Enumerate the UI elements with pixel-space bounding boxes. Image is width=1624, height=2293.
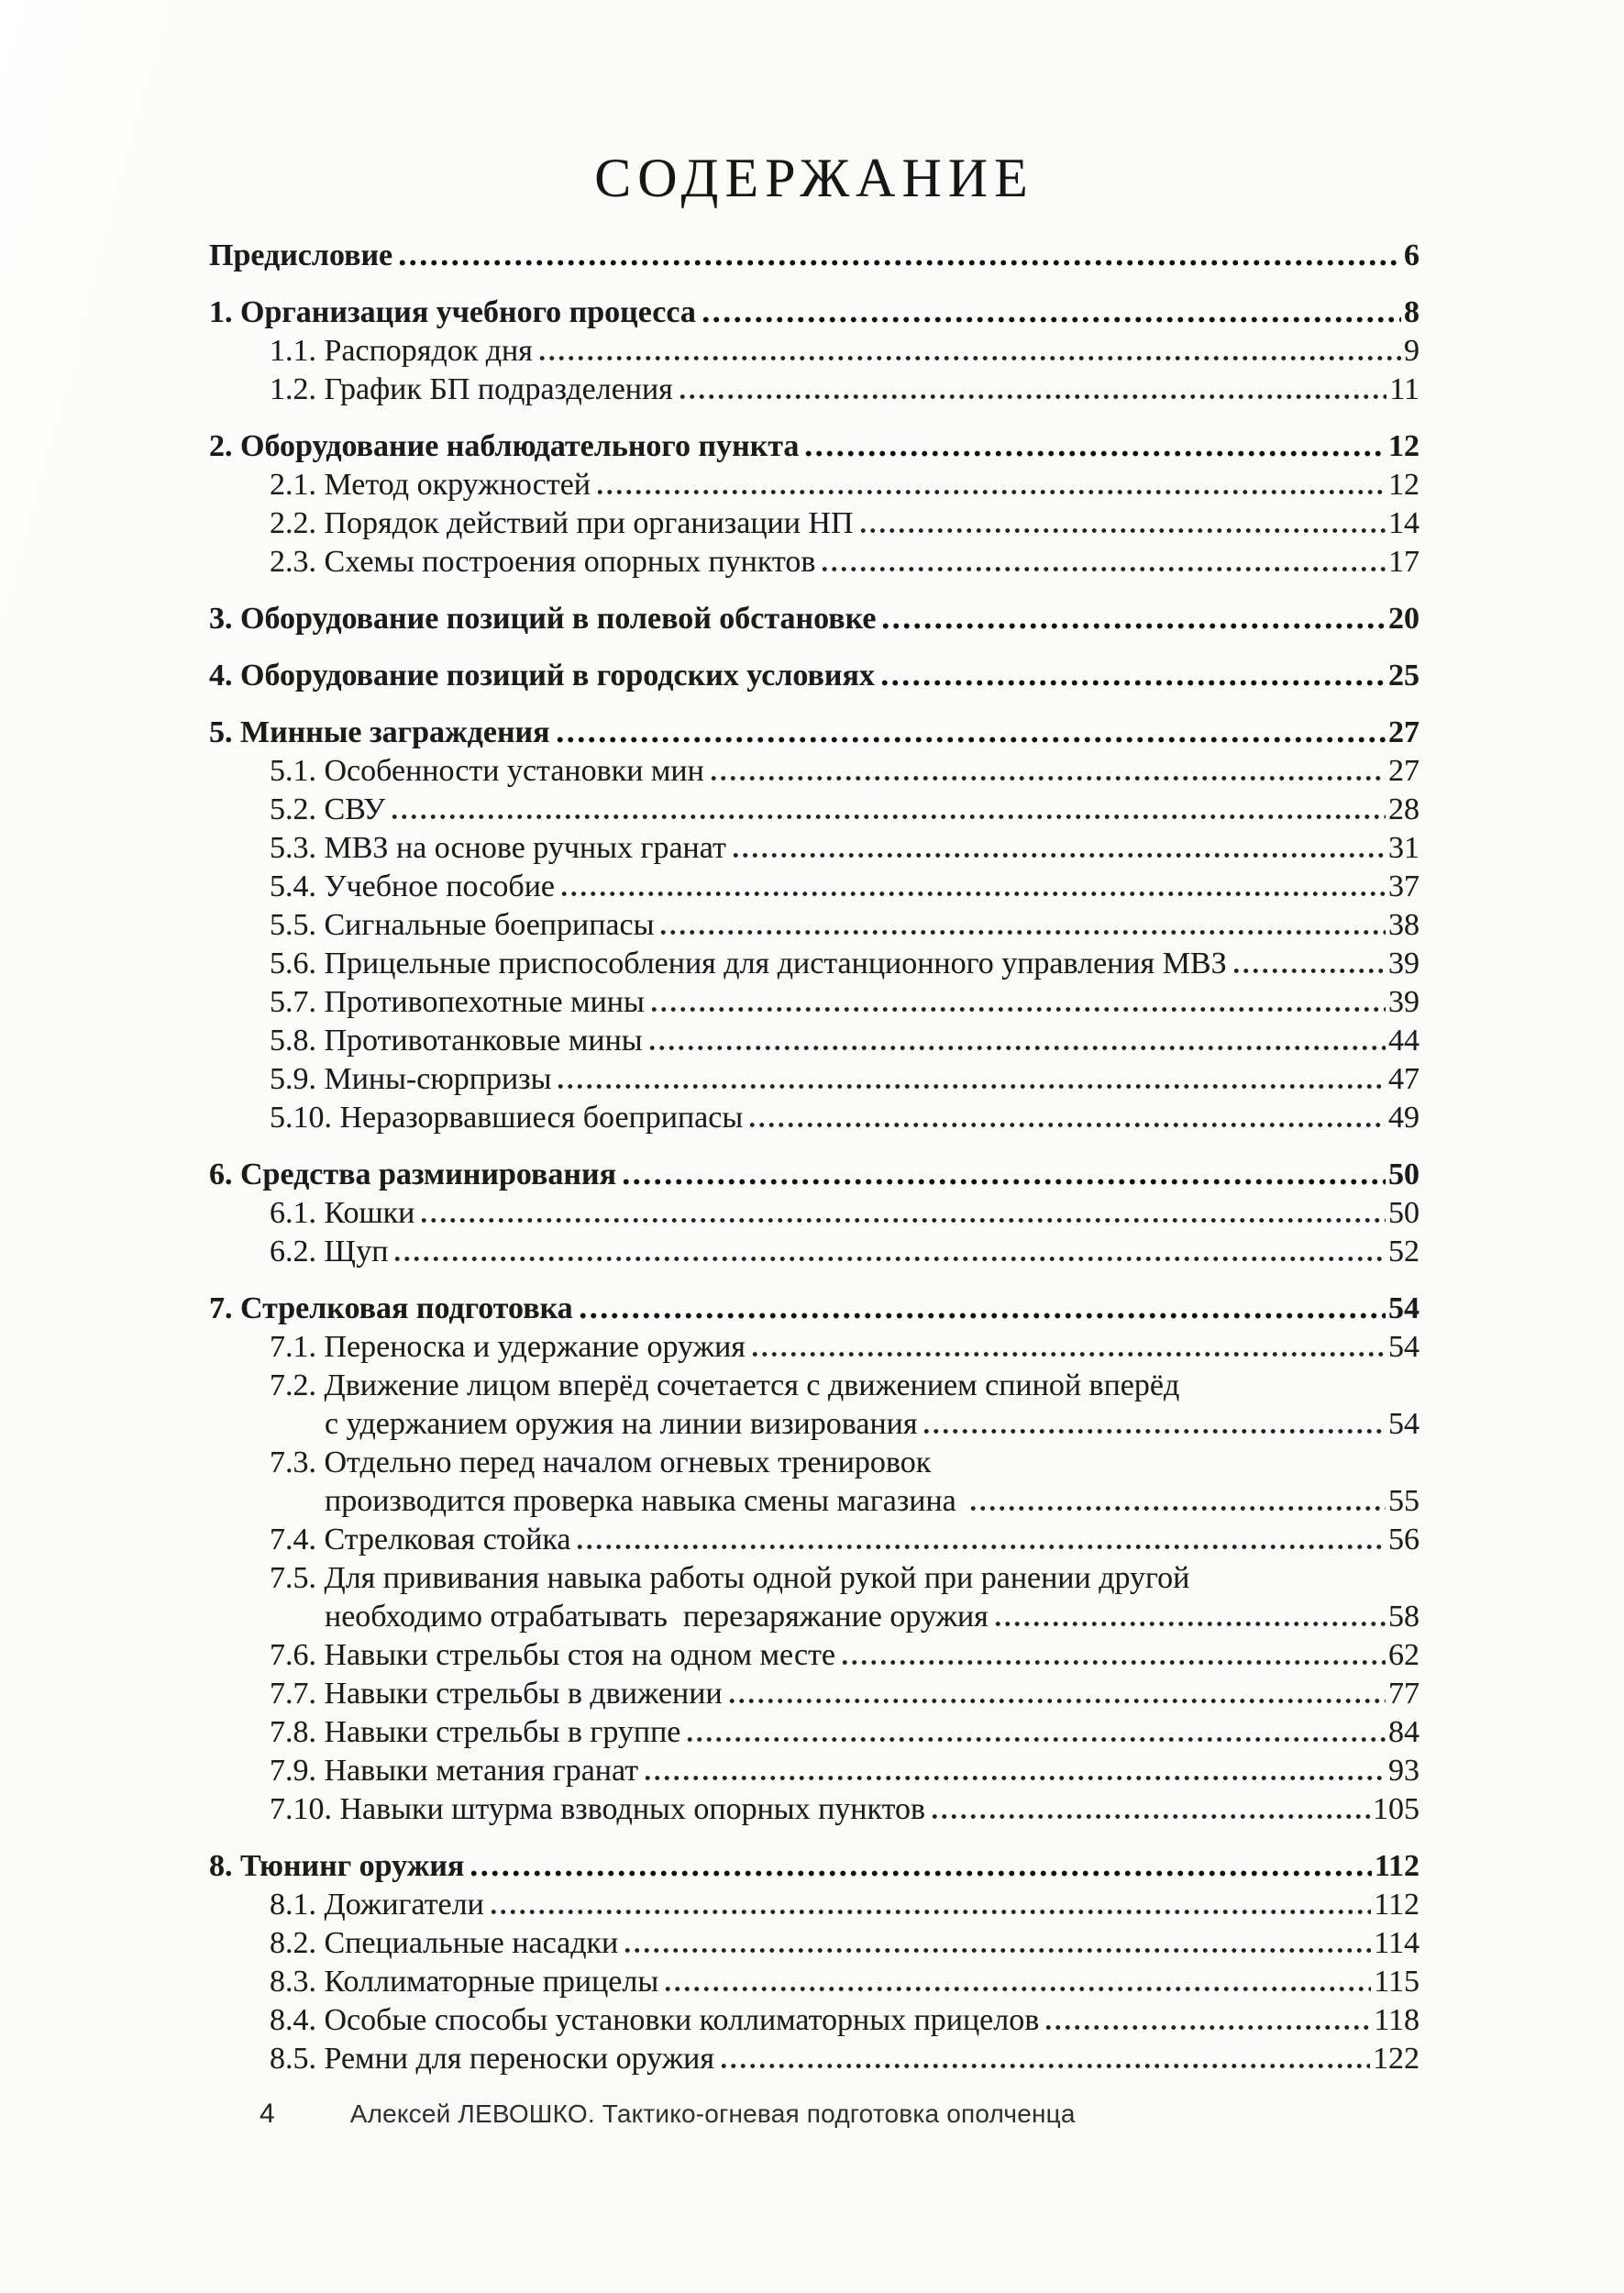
dot-leader [879,677,1386,689]
toc-page-number: 39 [1388,985,1420,1019]
toc-entry [209,657,1420,695]
toc-page-number: 52 [1388,1235,1420,1268]
dot-leader [649,1003,1386,1015]
toc-entry-label: 8.3. Коллиматорные прицелы [270,1965,659,1999]
toc-entry [209,2040,1420,2078]
dot-leader [930,1811,1370,1822]
toc-entry [209,1675,1420,1713]
toc-page-number: 118 [1374,2003,1420,2037]
dot-leader [840,1656,1386,1668]
page-title: СОДЕРЖАНИЕ [594,148,1034,208]
toc-page-number: 54 [1388,1407,1420,1441]
dot-leader [489,1906,1371,1918]
dot-leader [390,811,1386,823]
toc-entry-label: 3. Оборудование позиций в полевой обстановке [209,602,877,636]
toc-entry-label: 7.10. Навыки штурма взводных опорных пунктов [270,1792,926,1826]
toc-page-number: 38 [1388,908,1420,942]
toc-entry-label: 8.5. Ремни для переноски оружия [270,2042,715,2076]
toc-entry-label: 5.7. Противопехотные мины [270,985,645,1019]
dot-leader [643,1772,1386,1784]
toc-page-number: 93 [1388,1754,1420,1788]
toc-entry [209,1847,1420,1886]
toc-page-number: 55 [1388,1484,1420,1518]
toc-entry [209,752,1420,791]
toc-entry [209,332,1420,371]
toc-page-number: 50 [1388,1158,1420,1191]
toc-entry-label: 7.2. Движение лицом вперёд сочетается с движением спиной вперёд [270,1368,1180,1402]
dot-leader [968,1502,1386,1514]
toc-entry [209,1444,1420,1482]
toc-entry-label: 2.2. Порядок действий при организации НП [270,506,854,540]
dot-leader [623,1944,1371,1956]
toc-entry-label: 7.9. Навыки метания гранат [270,1754,639,1788]
toc-entry-label: Предисловие [209,238,393,272]
toc-entry [209,906,1420,945]
toc-page-number: 27 [1388,754,1420,788]
toc-entry [209,1598,1420,1636]
toc-entry-label: 7.4. Стрелковая стойка [270,1523,571,1556]
toc-page-number: 115 [1374,1965,1420,1999]
toc-page-number: 11 [1389,372,1420,406]
toc-entry [209,1328,1420,1367]
toc-entry-label: необходимо отрабатывать перезаряжание оружия [325,1600,989,1634]
dot-leader [469,1867,1372,1879]
toc-list [209,237,1420,2078]
toc-entry-label: 5.2. СВУ [270,792,386,826]
toc-entry-label: 2.1. Метод окружностей [270,468,591,502]
toc-page-number: 12 [1388,429,1420,463]
toc-page-number: 25 [1388,659,1420,692]
toc-entry [209,829,1420,868]
dot-leader [858,525,1386,537]
toc-entry [209,1367,1420,1405]
toc-entry-label: 8. Тюнинг оружия [209,1849,465,1883]
toc-page-number: 84 [1388,1715,1420,1749]
dot-leader [578,1310,1386,1322]
dot-leader [709,772,1386,784]
toc-page-number: 122 [1373,2042,1420,2076]
dot-leader [647,1042,1386,1054]
toc-entry [209,1790,1420,1829]
toc-entry-label: 5.8. Противотанковые мины [270,1024,643,1058]
dot-leader [750,1348,1386,1360]
dot-leader [719,2060,1370,2072]
toc-entry-label: 7.5. Для прививания навыка работы одной рукой при ранении другой [270,1561,1190,1595]
toc-entry-label: 5.9. Мины-сюрпризы [270,1062,552,1096]
toc-entry [209,1636,1420,1675]
toc-entry-label: 5.1. Особенности установки мин [270,754,704,788]
toc-page-number: 27 [1388,715,1420,749]
toc-page-number: 50 [1388,1196,1420,1230]
toc-page-number: 6 [1404,238,1420,272]
toc-page-number: 47 [1388,1062,1420,1096]
dot-leader [559,888,1386,900]
toc-entry-label: 5.5. Сигнальные боеприпасы [270,908,655,942]
toc-entry [209,294,1420,332]
toc-entry-label: 6.1. Кошки [270,1196,415,1230]
toc-entry-label: 1.1. Распорядок дня [270,334,533,368]
toc-entry [209,237,1420,275]
toc-entry-label: 5.3. МВЗ на основе ручных гранат [270,831,726,865]
toc-page-number: 9 [1404,334,1420,368]
toc-entry [209,1405,1420,1444]
toc-entry-label: 7.3. Отдельно перед началом огневых тренировок [270,1446,932,1479]
toc-page-number: 77 [1388,1677,1420,1711]
toc-entry [209,1752,1420,1790]
footer-page-number: 4 [260,2099,275,2129]
toc-entry-label: 8.4. Особые способы установки коллиматорных прицелов [270,2003,1040,2037]
toc-entry [209,868,1420,906]
toc-entry [209,466,1420,504]
toc-entry [209,1233,1420,1271]
toc-entry [209,791,1420,829]
toc-page-number: 54 [1388,1291,1420,1325]
dot-leader [1232,965,1386,977]
toc-entry-label: 2.3. Схемы построения опорных пунктов [270,545,816,579]
toc-entry [209,427,1420,466]
toc-entry [209,1099,1420,1137]
toc-page-number: 62 [1388,1638,1420,1672]
footer-book-title: Алексей ЛЕВОШКО. Тактико-огневая подготовка ополченца [349,2099,1076,2128]
dot-leader [555,734,1386,746]
toc-page-number: 49 [1388,1101,1420,1135]
dot-leader [663,1983,1371,1995]
toc-entry-label: 5. Минные заграждения [209,715,550,749]
page [209,0,1420,2293]
toc-entry [209,1194,1420,1233]
toc-page-number: 112 [1374,1888,1420,1922]
toc-page-number: 17 [1388,545,1420,579]
toc-page-number: 54 [1388,1330,1420,1364]
toc-entry-label: 8.2. Специальные насадки [270,1926,619,1960]
toc-entry [209,983,1420,1022]
dot-leader [727,1695,1386,1707]
dot-leader [575,1541,1386,1553]
dot-leader [701,314,1401,326]
footer [260,2099,1470,2130]
toc-page-number: 114 [1374,1926,1420,1960]
toc-entry [209,1521,1420,1559]
dot-leader [803,448,1386,460]
toc-entry [209,1060,1420,1099]
toc-entry-label: 7. Стрелковая подготовка [209,1291,573,1325]
toc-entry-label: 5.4. Учебное пособие [270,870,555,903]
dot-leader [922,1425,1386,1437]
toc-page-number: 39 [1388,947,1420,980]
toc-entry-label: 7.7. Навыки стрельбы в движении [270,1677,723,1711]
toc-page-number: 37 [1388,870,1420,903]
toc-entry [209,1022,1420,1060]
dot-leader [747,1119,1386,1131]
toc-entry [209,371,1420,409]
toc-entry-label: 1. Организация учебного процесса [209,295,696,329]
dot-leader [595,486,1386,498]
toc-entry-label: 6.2. Щуп [270,1235,389,1268]
dot-leader [1044,2022,1371,2033]
toc-page-number: 58 [1388,1600,1420,1634]
toc-entry-label: 7.6. Навыки стрельбы стоя на одном месте [270,1638,835,1672]
toc-entry [209,1559,1420,1598]
dot-leader [820,563,1386,575]
toc-page-number: 105 [1373,1792,1420,1826]
toc-entry [209,714,1420,752]
toc-page-number: 8 [1404,295,1420,329]
toc-entry [209,1963,1420,2001]
toc-entry [209,1713,1420,1752]
toc-entry-label: с удержанием оружия на линии визирования [325,1407,918,1441]
toc-page-number: 12 [1388,468,1420,502]
toc-page-number: 20 [1388,602,1420,636]
toc-entry-label: 8.1. Дожигатели [270,1888,484,1922]
dot-leader [685,1734,1386,1745]
toc-entry-label: 2. Оборудование наблюдательного пункта [209,429,800,463]
toc-entry [209,504,1420,543]
toc-page-number: 56 [1388,1523,1420,1556]
toc-entry [209,543,1420,582]
toc-entry-label: 7.1. Переноска и удержание оружия [270,1330,746,1364]
dot-leader [731,849,1386,861]
dot-leader [556,1080,1386,1092]
toc-entry-label: 5.10. Неразорвавшиеся боеприпасы [270,1101,744,1135]
toc-entry-label: производится проверка навыка смены магазина [325,1484,965,1518]
toc-entry [209,1886,1420,1924]
toc-page-number: 14 [1388,506,1420,540]
toc-entry [209,1290,1420,1328]
dot-leader [678,391,1386,403]
toc-page-number: 31 [1388,831,1420,865]
toc-entry [209,1156,1420,1194]
toc-entry [209,945,1420,983]
toc-entry-label: 6. Средства разминирования [209,1158,616,1191]
dot-leader [537,352,1401,364]
toc-entry [209,1482,1420,1521]
toc-page-number: 112 [1374,1849,1420,1883]
toc-entry [209,2001,1420,2040]
toc-entry [209,600,1420,638]
toc-entry-label: 1.2. График БП подразделения [270,372,673,406]
dot-leader [880,620,1386,632]
dot-leader [658,926,1386,938]
toc-entry-label: 4. Оборудование позиций в городских условиях [209,659,875,692]
toc-page-number: 28 [1388,792,1420,826]
toc-page-number: 44 [1388,1024,1420,1058]
dot-leader [419,1214,1386,1226]
toc-entry-label: 5.6. Прицельные приспособления для дистанционного управления МВЗ [270,947,1227,980]
toc-entry [209,1924,1420,1963]
toc-entry-label: 7.8. Навыки стрельбы в группе [270,1715,681,1749]
dot-leader [397,257,1401,269]
dot-leader [621,1176,1386,1188]
dot-leader [993,1618,1386,1630]
dot-leader [392,1253,1386,1265]
